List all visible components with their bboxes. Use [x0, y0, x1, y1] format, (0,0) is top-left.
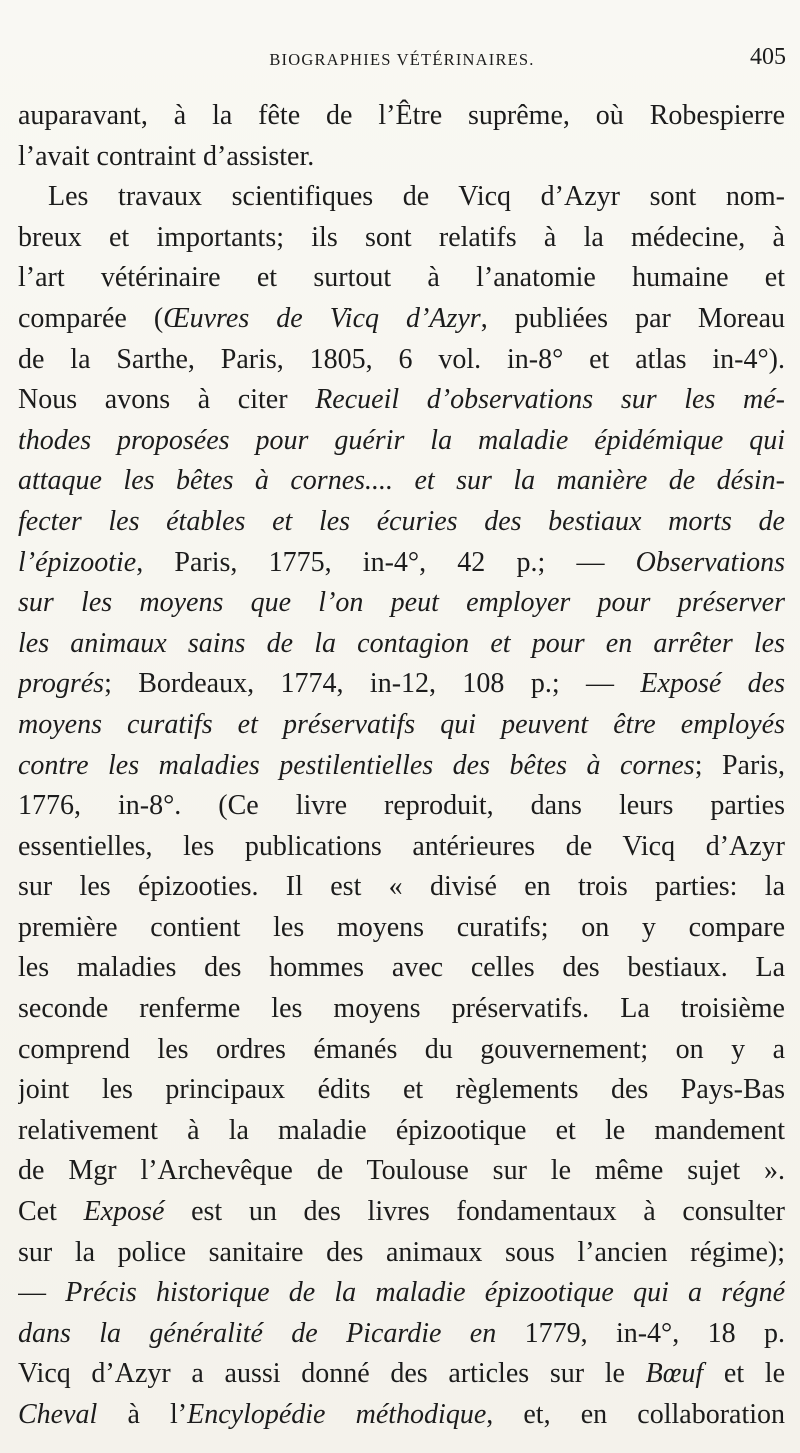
text-segment: ; Paris,: [694, 749, 785, 781]
italic-text: Cheval: [18, 1399, 98, 1430]
running-head: BIOGRAPHIES VÉTÉRINAIRES.: [269, 50, 535, 69]
text-line: [18, 1273, 785, 1314]
italic-text: Exposé des: [640, 668, 785, 700]
text-segment: Cet: [18, 1196, 84, 1228]
body-text: [18, 96, 785, 1436]
text-line: [18, 177, 785, 218]
italic-text: Recueil d’observations sur les mé-: [315, 384, 785, 416]
text-segment: les maladies des hommes avec celles des bestiaux. La: [18, 952, 785, 984]
text-segment: et le: [703, 1358, 785, 1390]
text-segment: joint les principaux édits et règlements des Pays-Bas: [18, 1074, 785, 1106]
italic-text: attaque les bêtes à cornes.... et sur la manière de désin-: [18, 465, 785, 497]
text-segment: Les travaux scientifiques de Vicq d’Azyr sont nom-: [48, 181, 785, 213]
text-line: [18, 1314, 785, 1355]
text-line: [18, 340, 785, 381]
text-segment: —: [18, 1277, 66, 1309]
italic-text: contre les maladies pestilentielles des bêtes à cornes: [18, 749, 695, 781]
italic-text: fecter les étables et les écuries des bestiaux morts de: [18, 505, 785, 537]
text-line: [18, 786, 785, 827]
italic-text: Exposé: [83, 1196, 165, 1228]
italic-text: l’épizootie: [18, 546, 137, 578]
text-segment: comprend les ordres émanés du gouvernement; on y a: [18, 1033, 785, 1065]
text-segment: de la Sarthe, Paris, 1805, 6 vol. in-8° et atlas in-4°).: [18, 343, 785, 375]
text-line: [18, 746, 785, 787]
page-header: [18, 44, 786, 74]
text-line: [18, 705, 785, 746]
text-segment: à l’: [97, 1399, 188, 1430]
text-line: [18, 1395, 785, 1436]
italic-text: Bœuf: [645, 1358, 704, 1390]
text-line: [18, 218, 785, 259]
text-segment: 1776, in-8°. (Ce livre reproduit, dans leurs parties: [18, 790, 785, 822]
page-number: 405: [750, 44, 786, 70]
text-line: [18, 1192, 785, 1233]
text-line: [18, 867, 785, 908]
text-segment: , publiées par Moreau: [480, 302, 785, 334]
text-segment: relativement à la maladie épizootique et le mandement: [18, 1114, 785, 1146]
text-segment: de Mgr l’Archevêque de Toulouse sur le même sujet ».: [18, 1155, 785, 1187]
text-segment: est un des livres fondamentaux à consulter: [164, 1196, 785, 1228]
text-segment: ; Bordeaux, 1774, in-12, 108 p.; —: [104, 668, 641, 700]
text-line: [18, 1354, 785, 1395]
italic-text: thodes proposées pour guérir la maladie épidémique qui: [18, 424, 785, 456]
text-line: [18, 908, 785, 949]
text-line: [18, 664, 785, 705]
text-segment: , Paris, 1775, in-4°, 42 p.; —: [136, 546, 636, 578]
italic-text: Encylopédie méthodique: [187, 1399, 487, 1430]
text-line: [18, 1151, 785, 1192]
text-line: [18, 624, 785, 665]
text-line: [18, 827, 785, 868]
text-line: [18, 461, 785, 502]
text-segment: essentielles, les publications antérieures de Vicq d’Azyr: [18, 830, 785, 862]
text-line: [18, 421, 785, 462]
italic-text: les animaux sains de la contagion et pour en arrêter les: [18, 627, 785, 659]
italic-text: dans la généralité de Picardie en: [18, 1317, 497, 1349]
text-segment: Nous avons à citer: [18, 384, 316, 416]
italic-text: sur les moyens que l’on peut employer pour préserver: [18, 587, 785, 619]
text-line: [18, 543, 785, 584]
text-line: [18, 948, 785, 989]
italic-text: moyens curatifs et préservatifs qui peuvent être employés: [18, 708, 785, 740]
text-line: [18, 1233, 785, 1274]
text-segment: seconde renferme les moyens préservatifs. La troisième: [18, 993, 785, 1025]
text-line: [18, 502, 785, 543]
text-line: [18, 583, 785, 624]
text-line: [18, 299, 785, 340]
text-segment: sur la police sanitaire des animaux sous l’ancien régime);: [18, 1236, 785, 1268]
text-segment: comparée (: [18, 302, 164, 334]
italic-text: progrés: [18, 668, 105, 700]
text-line: [18, 380, 785, 421]
text-line: [18, 137, 785, 178]
text-line: [18, 1030, 785, 1071]
text-line: [18, 1070, 785, 1111]
text-line: [18, 96, 785, 137]
italic-text: Observations: [635, 546, 785, 578]
text-segment: sur les épizooties. Il est « divisé en trois parties: la: [18, 871, 785, 903]
italic-text: Précis historique de la maladie épizootique qui a régné: [65, 1277, 785, 1309]
text-segment: Vicq d’Azyr a aussi donné des articles sur le: [18, 1358, 646, 1390]
text-segment: première contient les moyens curatifs; on y compare: [18, 911, 785, 943]
text-segment: l’avait contraint d’assister.: [18, 140, 315, 172]
text-segment: 1779, in-4°, 18 p.: [496, 1317, 785, 1349]
text-segment: breux et importants; ils sont relatifs à la médecine, à: [18, 221, 785, 253]
text-line: [18, 989, 785, 1030]
text-segment: l’art vétérinaire et surtout à l’anatomie humaine et: [18, 262, 785, 294]
text-line: [18, 258, 785, 299]
text-line: [18, 1111, 785, 1152]
italic-text: Œuvres de Vicq d’Azyr: [163, 302, 481, 334]
text-segment: auparavant, à la fête de l’Être suprême, où Robespierre: [18, 100, 785, 131]
text-segment: , et, en collaboration: [486, 1399, 785, 1430]
